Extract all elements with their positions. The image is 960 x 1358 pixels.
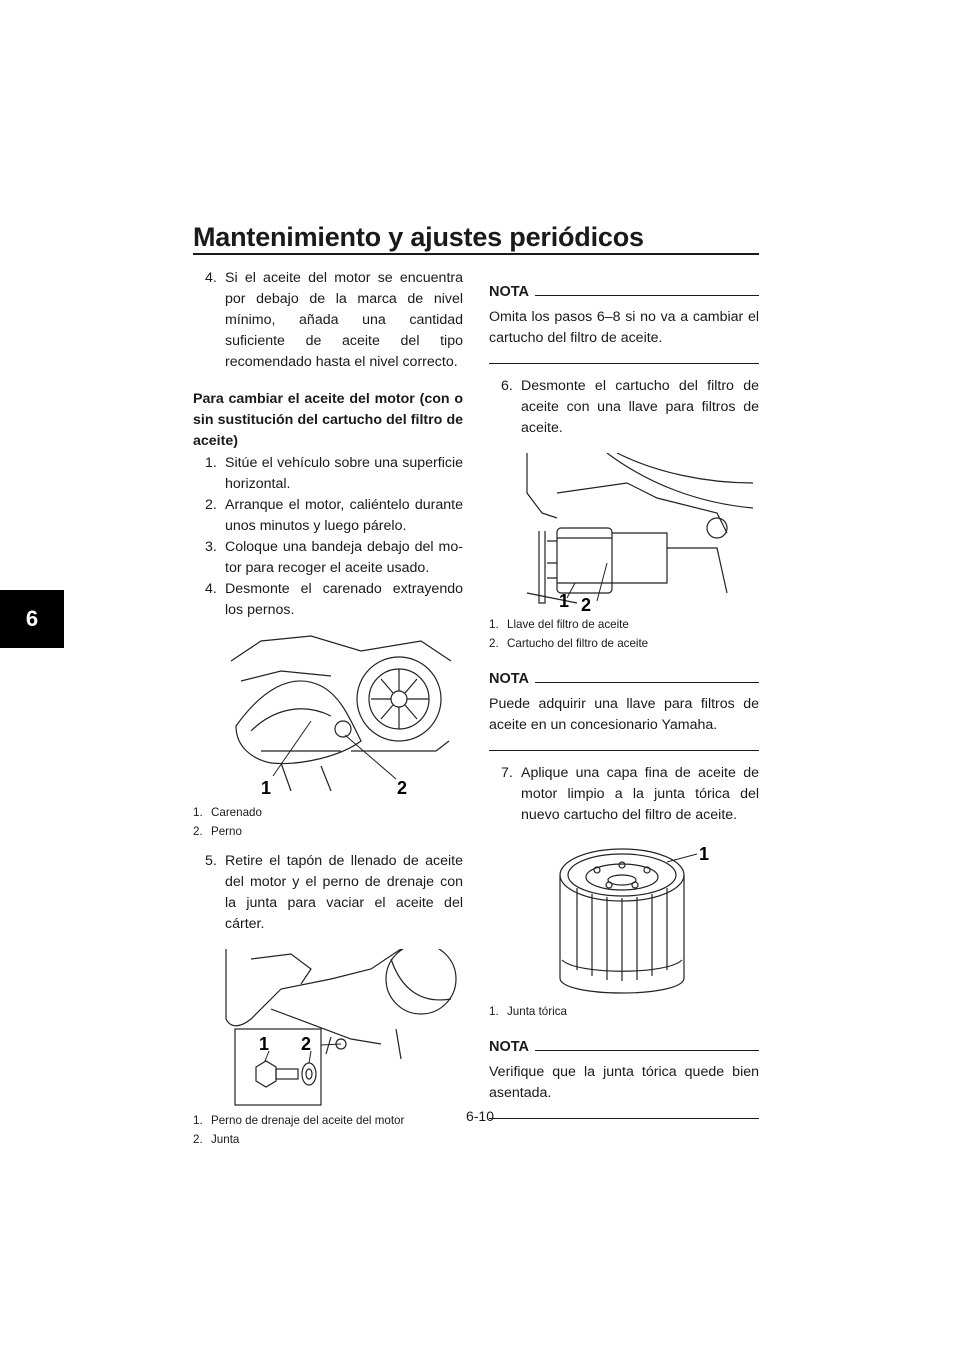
step-2 [193,495,463,537]
step-7 [489,763,759,826]
step-number: 4. [205,270,217,286]
nota-label: NOTA [489,1039,530,1055]
step-text: Retire el tapón de llenado de aceite del motor y el perno de drenaje con la junta para vaciar el aceite del cárter. [225,853,463,932]
callout-1: 1 [559,591,570,611]
step-number: 3. [205,539,217,555]
figure-drain-bolt [221,949,457,1109]
nota-label: NOTA [489,671,530,687]
chapter-tab: 6 [0,590,64,648]
nota-text: Omita los pasos 6–8 si no va a cambiar el cartucho del filtro de aceite. [489,309,759,346]
step-number: 1. [205,455,217,471]
caption-number: 1. [489,1005,499,1018]
figure-filter-wrench [517,453,753,613]
step-text: Coloque una bandeja debajo del mo-tor para recoger el aceite usado. [225,539,463,576]
page-number: 6-10 [465,1108,495,1124]
drain-bolt-illustration [221,949,457,1109]
nota-heading [489,669,759,690]
step-number: 2. [205,497,217,513]
figure-caption [489,615,759,653]
cowling-illustration [221,631,457,801]
step-3 [193,537,463,579]
caption-text: Cartucho del filtro de aceite [507,637,649,650]
caption-number: 2. [193,1133,203,1146]
step-5 [193,851,463,935]
figure-cowling [221,631,457,801]
nota-label: NOTA [489,284,530,300]
nota-text: Puede adquirir una llave para filtros de aceite en un concesionario Yamaha. [489,696,759,733]
nota-heading [489,1037,759,1058]
caption-number: 1. [489,618,499,631]
callout-2: 2 [581,595,592,613]
callout-2: 2 [397,778,408,798]
oil-filter-illustration [517,840,753,1000]
step-text: Arranque el motor, caliéntelo durante unos minutos y luego párelo. [225,497,463,534]
step-text: Desmonte el carenado extrayendo los pernos. [225,581,463,618]
callout-1: 1 [261,778,272,798]
step-text: Aplique una capa fina de aceite de motor limpio a la junta tórica del nuevo cartucho del filtro de aceite. [521,765,759,823]
caption-text: Junta tórica [507,1005,567,1018]
callout-2: 2 [301,1034,312,1054]
caption-number: 1. [193,1114,203,1127]
nota-heading [489,282,759,303]
caption-text: Perno de drenaje del aceite del motor [211,1114,405,1127]
figure-caption [193,803,463,841]
section-heading: Para cambiar el aceite del motor (con o sin sustitución del cartucho del filtro de aceite) [193,391,463,449]
step-4-remove-cowling [193,579,463,621]
step-text: Sitúe el vehículo sobre una superficie horizontal. [225,455,463,492]
nota-text: Verifique que la junta tórica quede bien asentada. [489,1064,759,1101]
step-1 [193,453,463,495]
step-6 [489,376,759,439]
step-number: 5. [205,853,217,869]
caption-text: Llave del filtro de aceite [507,618,629,631]
nota-end-rule [489,750,759,751]
left-column [193,268,463,1149]
step-number: 4. [205,581,217,597]
step-text: Si el aceite del motor se encuentra por debajo de la marca de nivel mínimo, añada una cantidad suficiente de aceite del tipo recomendado hasta el nivel correcto. [225,270,463,370]
callout-1: 1 [259,1034,270,1054]
step-4-check [193,268,463,373]
step-number: 6. [501,378,513,394]
filter-wrench-illustration [517,453,753,613]
nota-end-rule [489,363,759,364]
figure-o-ring [517,840,753,1000]
caption-text: Perno [211,825,242,838]
header-rule [193,253,759,255]
caption-text: Carenado [211,806,262,819]
figure-caption [489,1002,759,1021]
step-text: Desmonte el cartucho del filtro de aceite con una llave para filtros de aceite. [521,378,759,436]
caption-number: 2. [489,637,499,650]
step-number: 7. [501,765,513,781]
caption-text: Junta [211,1133,240,1146]
caption-number: 1. [193,806,203,819]
caption-number: 2. [193,825,203,838]
callout-1: 1 [699,844,710,864]
right-column [489,268,759,1131]
page-title: Mantenimiento y ajustes periódicos [193,222,644,252]
